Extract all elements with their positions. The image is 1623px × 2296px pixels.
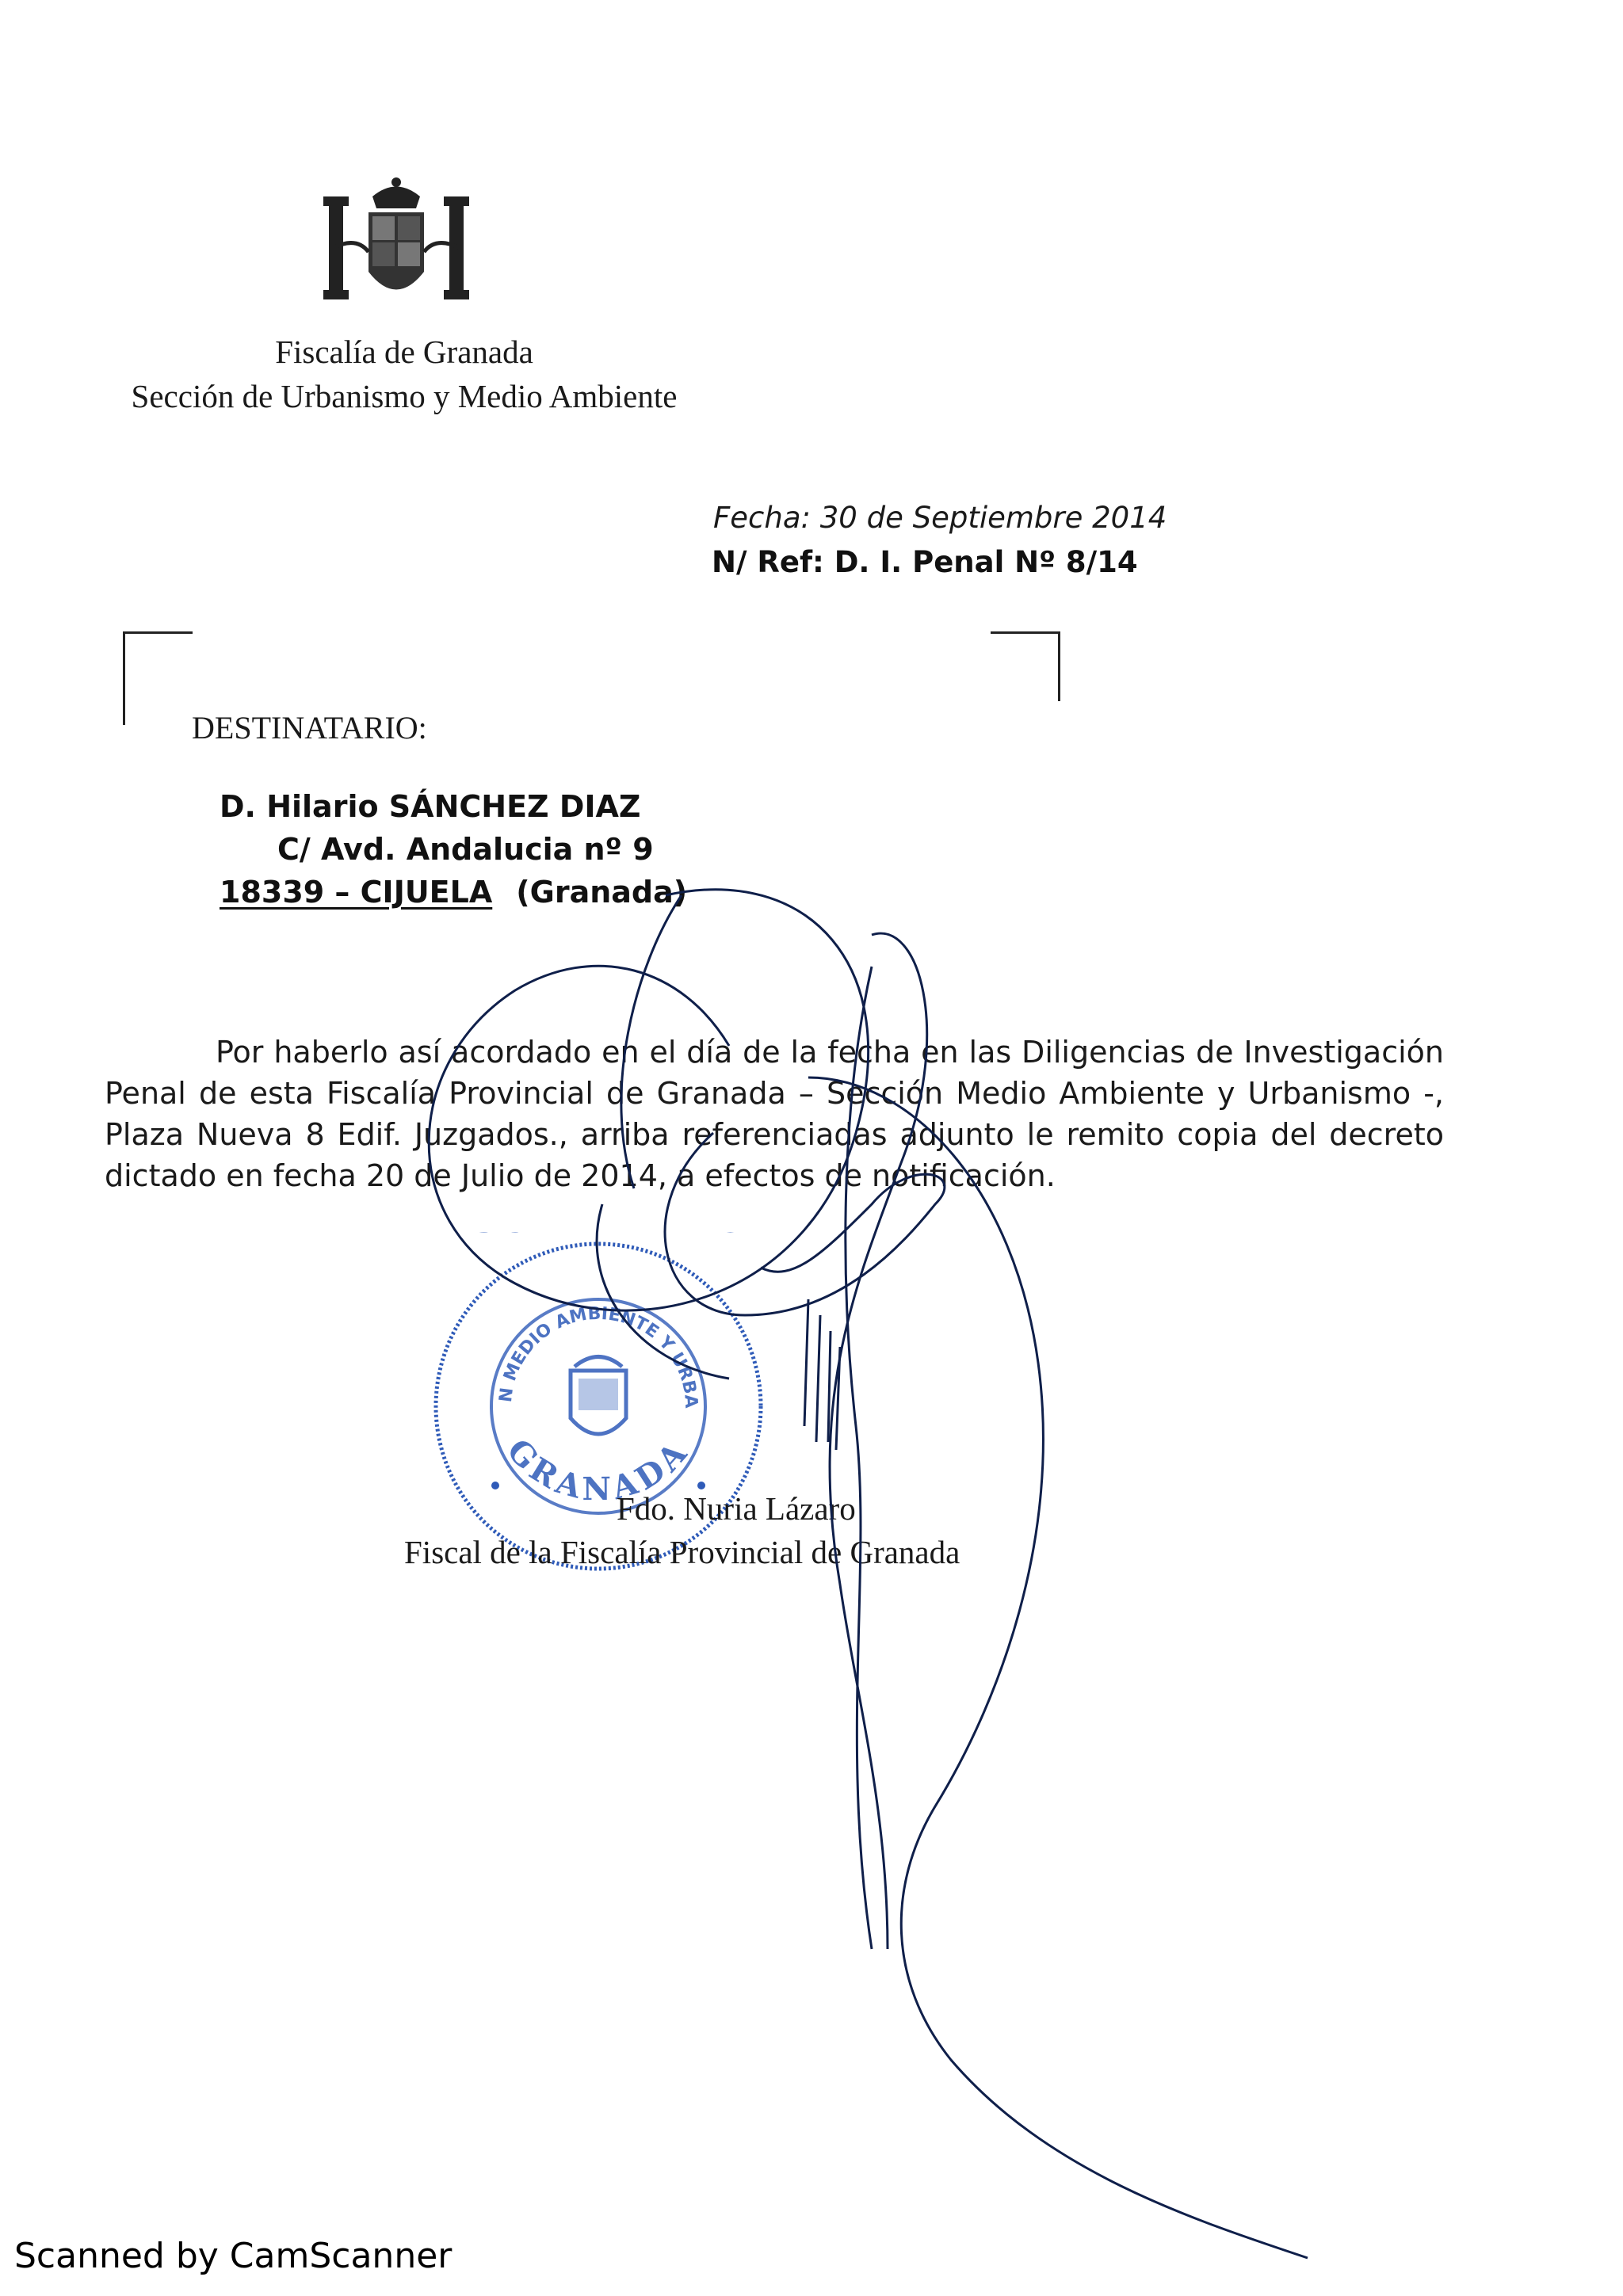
address-window-corner-right xyxy=(991,631,1060,701)
office-section: Sección de Urbanismo y Medio Ambiente xyxy=(131,378,678,414)
signatory-role: Fiscal de la Fiscalía Provincial de Granada xyxy=(404,1534,960,1570)
document-reference: N/ Ref: D. I. Penal Nº 8/14 xyxy=(712,545,1138,579)
stamp-bottom-text: GRANADA xyxy=(499,1432,697,1508)
coat-of-arms-logo xyxy=(317,173,475,315)
signatory-name: Fdo. Nuria Lázaro xyxy=(617,1490,856,1527)
recipient-province: (Granada) xyxy=(516,875,688,910)
recipient-postal-city: 18339 – CIJUELA xyxy=(220,875,493,910)
recipient-heading: DESTINATARIO: xyxy=(192,710,427,746)
office-name: Fiscalía de Granada xyxy=(275,334,533,370)
recipient-name: D. Hilario SÁNCHEZ DIAZ xyxy=(220,789,641,824)
body-paragraph: Por haberlo así acordado en el día de la fecha en las Diligencias de Investigación Penal de esta Fiscalía Provincial de Granada – Sección Medio Ambiente y Urbanismo -, Plaza Nueva 8 Edif. Juzgados., arriba referenciadas adjunto le remito copia del decreto dictado en fecha 20 de Julio de 2014, a efectos de notificación. xyxy=(105,1035,1444,1193)
stamp-outer-text xyxy=(424,1232,773,1241)
recipient-city-line xyxy=(220,875,687,910)
document-date: Fecha: 30 de Septiembre 2014 xyxy=(713,501,1167,535)
address-window-corner-left xyxy=(123,631,193,725)
scanner-watermark: Scanned by CamScanner xyxy=(14,2236,453,2276)
stamp-inner-text: N MEDIO AMBIENTE Y URBA xyxy=(495,1303,701,1409)
recipient-street: C/ Avd. Andalucia nº 9 xyxy=(277,832,654,867)
official-stamp xyxy=(424,1232,773,1581)
